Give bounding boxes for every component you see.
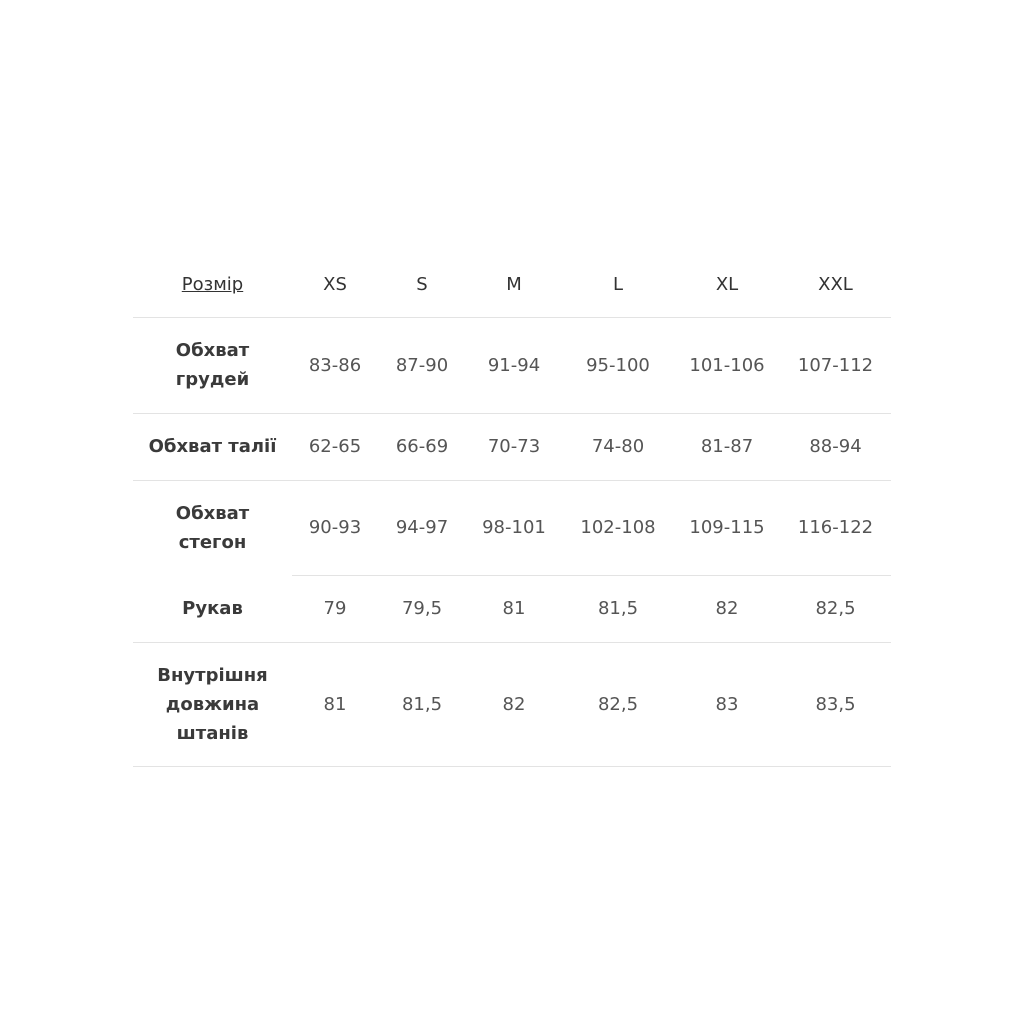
table-cell: 107-112 <box>780 317 891 413</box>
table-cell: 98-101 <box>466 480 562 575</box>
size-header-xl: XL <box>674 252 780 317</box>
table-cell: 74-80 <box>562 413 674 480</box>
row-label-text: Обхват талії <box>148 436 277 457</box>
size-header-xs: XS <box>292 252 378 317</box>
table-cell: 101-106 <box>674 317 780 413</box>
row-label-sleeve <box>133 575 292 642</box>
table-cell: 102-108 <box>562 480 674 575</box>
table-cell: 81,5 <box>378 642 466 766</box>
table-cell: 81 <box>466 575 562 642</box>
table-cell: 81-87 <box>674 413 780 480</box>
size-header-text: Розмір <box>181 273 244 295</box>
table-cell: 81 <box>292 642 378 766</box>
table-cell: 91-94 <box>466 317 562 413</box>
table-cell: 88-94 <box>780 413 891 480</box>
table-cell: 62-65 <box>292 413 378 480</box>
size-header-m: M <box>466 252 562 317</box>
table-cell: 82,5 <box>780 575 891 642</box>
size-header-label <box>133 252 292 317</box>
size-chart-table <box>133 252 891 767</box>
table-cell: 90-93 <box>292 480 378 575</box>
table-row <box>133 480 891 575</box>
table-cell: 66-69 <box>378 413 466 480</box>
row-label-text: Внутрішня довжина штанів <box>157 664 268 744</box>
table-cell: 83 <box>674 642 780 766</box>
table-cell: 83,5 <box>780 642 891 766</box>
table-header-row <box>133 252 891 317</box>
table-cell: 109-115 <box>674 480 780 575</box>
table-cell: 79 <box>292 575 378 642</box>
row-label-chest <box>133 317 292 413</box>
table-cell: 82,5 <box>562 642 674 766</box>
table-row <box>133 317 891 413</box>
table-row <box>133 575 891 642</box>
table-cell: 83-86 <box>292 317 378 413</box>
table-cell: 94-97 <box>378 480 466 575</box>
row-label-text: Рукав <box>182 597 243 619</box>
table-cell: 87-90 <box>378 317 466 413</box>
table-cell: 82 <box>466 642 562 766</box>
size-header-s: S <box>378 252 466 317</box>
row-label-waist <box>133 413 292 480</box>
table-cell: 79,5 <box>378 575 466 642</box>
table-cell: 95-100 <box>562 317 674 413</box>
row-label-hips <box>133 480 292 575</box>
row-label-inseam <box>133 642 292 766</box>
table-cell: 70-73 <box>466 413 562 480</box>
table-cell: 82 <box>674 575 780 642</box>
table-cell: 81,5 <box>562 575 674 642</box>
row-label-text: Обхват стегон <box>175 502 250 553</box>
row-label-text: Обхват грудей <box>175 340 250 390</box>
size-header-xxl: XXL <box>780 252 891 317</box>
table-row <box>133 642 891 766</box>
table-row <box>133 413 891 480</box>
size-header-l: L <box>562 252 674 317</box>
table-cell: 116-122 <box>780 480 891 575</box>
